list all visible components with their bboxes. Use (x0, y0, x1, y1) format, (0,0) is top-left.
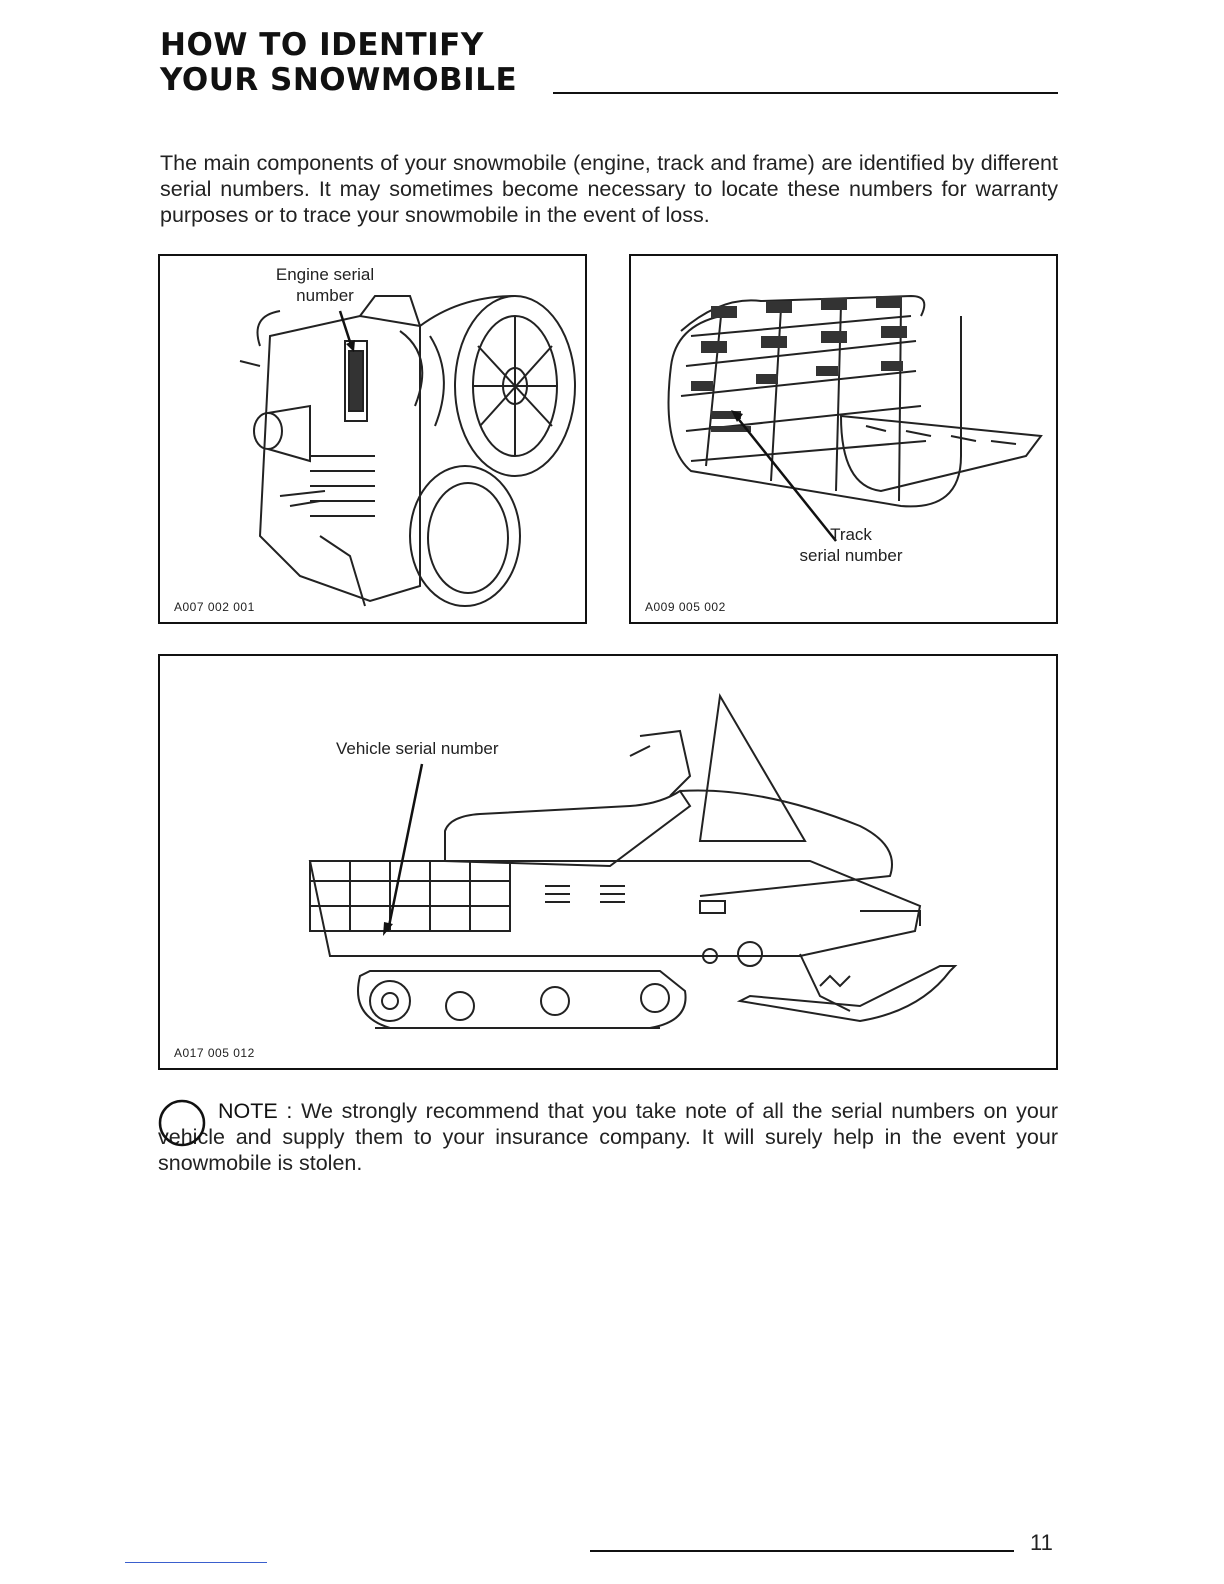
engine-callout (240, 264, 410, 306)
intro-paragraph: The main components of your snowmobile (engine, track and frame) are identified by different serial numbers. It may sometimes become necessary to locate these numbers for warranty purposes or to trace your snowmobile in the event of loss. (160, 151, 1058, 227)
track-callout-line-2: serial number (799, 546, 903, 565)
vehicle-figure (158, 654, 1058, 1070)
footer-rule (590, 1550, 1014, 1552)
page-title-line-2: YOUR SNOWMOBILE (160, 62, 518, 98)
note-text: We strongly recommend that you take note of all the serial numbers on your vehicle and supply them to your insurance company. It will surely help in the event your snowmobile is stolen. (158, 1099, 1058, 1175)
track-callout-line-1: Track (830, 525, 872, 544)
note-block (158, 1098, 1058, 1176)
page-number: 11 (1030, 1530, 1053, 1555)
track-illustration-icon (631, 256, 1056, 622)
track-callout (771, 524, 931, 566)
link-underline (125, 1562, 267, 1563)
page-title (160, 28, 517, 98)
engine-callout-line-2: number (296, 286, 354, 305)
engine-illustration-icon (160, 256, 585, 622)
page-title-line-1: HOW TO IDENTIFY (160, 27, 484, 63)
engine-figure (158, 254, 587, 624)
note-label: NOTE : (218, 1099, 293, 1123)
snowmobile-illustration-icon (160, 656, 1056, 1068)
note-circle-icon (158, 1098, 208, 1148)
vehicle-figure-code: A017 005 012 (174, 1046, 255, 1060)
engine-callout-line-1: Engine serial (275, 265, 375, 284)
track-callout-arrow (736, 416, 836, 541)
track-figure (629, 254, 1058, 624)
title-rule (553, 92, 1058, 94)
track-figure-code: A009 005 002 (645, 600, 726, 614)
note-paragraph (158, 1098, 1058, 1176)
engine-figure-code: A007 002 001 (174, 600, 255, 614)
vehicle-callout: Vehicle serial number (336, 739, 499, 758)
